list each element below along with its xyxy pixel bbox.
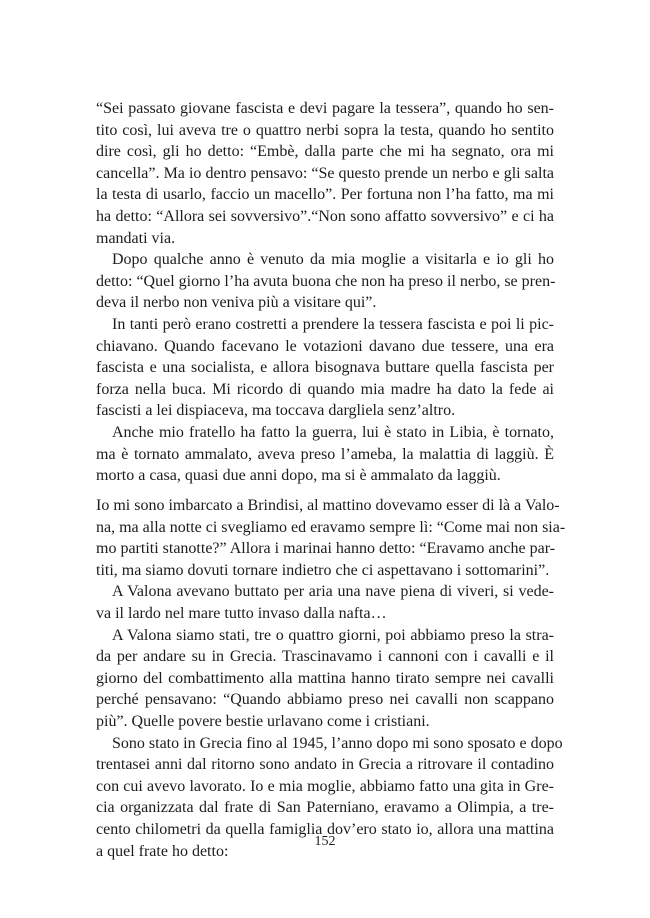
text-line: mo partiti stanotte?” Allora i marinai hanno detto: “Eravamo anche par-	[96, 540, 556, 558]
page-number: 152	[314, 834, 336, 849]
text-line: tito così, lui aveva tre o quattro nerbi sopra la testa, quando ho sentito	[96, 121, 554, 139]
text-line: morto a casa, quasi due anni dopo, ma si è ammalato da laggiù.	[96, 467, 501, 485]
text-line: deva il nerbo non veniva più a visitare qui”.	[96, 294, 377, 312]
text-line: dire così, gli ho detto: “Embè, dalla parte che mi ha segnato, ora mi	[96, 143, 554, 161]
paragraph	[96, 249, 554, 314]
text-line: la testa di usarlo, faccio un macello”. Per fortuna non l’ha fatto, ma mi	[96, 186, 554, 204]
text-line: mandati via.	[96, 229, 176, 247]
text-line: fascista e una socialista, e allora bisognava buttare quella fascista per	[96, 359, 554, 377]
text-line: ma è tornato ammalato, aveva preso l’ameba, la malattia di laggiù. È	[96, 445, 554, 463]
text-line: perché pensavano: “Quando abbiamo preso nei cavalli non scappano	[96, 691, 554, 709]
text-line: ha detto: “Allora sei sovversivo”.“Non sono affatto sovversivo” e ci ha	[96, 207, 554, 225]
text-line: Io mi sono imbarcato a Brindisi, al mattino dovevamo esser di là a Valo-	[96, 497, 560, 514]
text-line: titi, ma siamo dovuti tornare indietro che ci aspettavano i sottomarini”.	[96, 561, 550, 579]
paragraph	[96, 495, 566, 581]
text-line: chiavano. Quando facevano le votazioni davano due tessere, una era	[96, 337, 554, 355]
text-line: da per andare su in Grecia. Trascinavamo i cannoni con i cavalli e il	[96, 648, 554, 666]
text-line: A Valona avevano buttato per aria una nave piena di viveri, si vede-	[112, 583, 554, 601]
paragraph	[96, 314, 554, 422]
text-line: giorno del combattimento alla mattina hanno tirato sempre nei cavalli	[96, 669, 554, 687]
text-line: forza nella buca. Mi ricordo di quando mia madre ha dato la fede ai	[96, 380, 554, 398]
text-line: fascisti a lei dispiaceva, ma toccava dargliela senz’altro.	[96, 402, 456, 420]
paragraph	[96, 581, 554, 624]
text-line: va il lardo nel mare tutto invaso dalla nafta…	[96, 604, 387, 622]
text-line: cancella”. Ma io dentro pensavo: “Se questo prende un nerbo e gli salta	[96, 164, 554, 182]
text-line: “Sei passato giovane fascista e devi pagare la tessera”, quando ho sen-	[96, 100, 554, 117]
text-line: cento chilometri da quella famiglia dov’ero stato io, allora una mattina	[96, 820, 554, 838]
paragraph	[96, 98, 554, 249]
text-line: na, ma alla notte ci svegliamo ed eravamo sempre lì: “Come mai non sia-	[96, 518, 566, 536]
text-line: detto: “Quel giorno l’ha avuta buona che non ha preso il nerbo, se pren-	[96, 272, 556, 290]
text-line: trentasei anni dal ritorno sono andato in Grecia a ritrovare il contadino	[96, 756, 554, 774]
paragraph	[96, 625, 554, 733]
text-line: Sono stato in Grecia fino al 1945, l’anno dopo mi sono sposato e dopo	[112, 734, 563, 752]
text-line: più”. Quelle povere bestie urlavano come i cristiani.	[96, 712, 430, 730]
paragraph	[96, 422, 554, 487]
text-line: A Valona siamo stati, tre o quattro giorni, poi abbiamo preso la stra-	[112, 626, 554, 644]
text-line: In tanti però erano costretti a prendere la tessera fascista e poi li pic-	[112, 315, 554, 333]
text-line: a quel frate ho detto:	[96, 842, 229, 860]
text-section-2	[96, 495, 566, 862]
text-line: Anche mio fratello ha fatto la guerra, lui è stato in Libia, è tornato,	[112, 423, 554, 441]
text-section-1	[96, 98, 554, 487]
text-line: Dopo qualche anno è venuto da mia moglie a visitarla e io gli ho	[112, 251, 554, 269]
text-line: cia organizzata dal frate di San Paterniano, eravamo a Olimpia, a tre-	[96, 799, 554, 817]
text-line: con cui avevo lavorato. Io e mia moglie, abbiamo fatto una gita in Gre-	[96, 777, 554, 795]
